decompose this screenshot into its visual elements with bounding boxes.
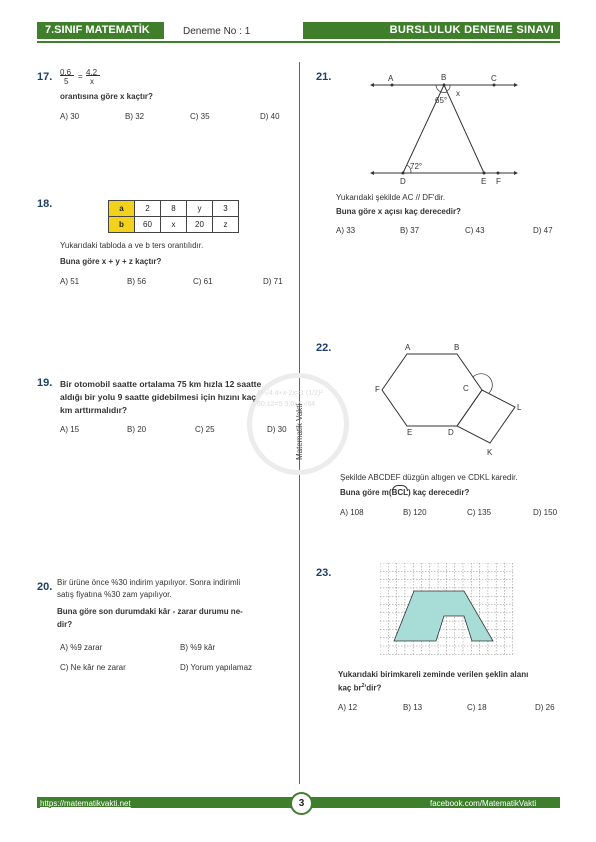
question-20-line1: Bir ürüne önce %30 indirim yapılıyor. Sonra indirimli <box>57 578 241 587</box>
q22-option-a[interactable]: A) 108 <box>340 508 364 517</box>
prompt-prefix: kaç br <box>338 683 362 693</box>
q17-option-c[interactable]: C) 35 <box>190 112 210 121</box>
exam-number: Deneme No : 1 <box>183 26 251 37</box>
prompt-prefix: Buna göre m( <box>340 488 392 497</box>
segment-be <box>444 85 484 173</box>
header-exam-title: BURSLULUK DENEME SINAVI <box>303 22 560 39</box>
q19-option-c[interactable]: C) 25 <box>195 425 215 434</box>
table-cell: z <box>213 217 239 233</box>
question-23-number: 23. <box>316 567 332 579</box>
table-cell: 2 <box>135 201 161 217</box>
fraction-bar <box>60 75 74 76</box>
watermark-brand-text: Matematik Vakti <box>295 403 304 460</box>
q23-option-a[interactable]: A) 12 <box>338 703 358 712</box>
exponent: 2 <box>361 683 365 689</box>
q21-option-d[interactable]: D) 47 <box>533 226 553 235</box>
q18-option-b[interactable]: B) 56 <box>127 277 147 286</box>
q18-option-c[interactable]: C) 61 <box>193 277 213 286</box>
fraction-bar <box>86 75 100 76</box>
q19-option-a[interactable]: A) 15 <box>60 425 80 434</box>
label-f: F <box>375 385 380 394</box>
q21-option-c[interactable]: C) 43 <box>465 226 485 235</box>
table-cell: 60 <box>135 217 161 233</box>
label-c: C <box>491 74 497 83</box>
q17-option-d[interactable]: D) 40 <box>260 112 280 121</box>
prompt-suffix: ) kaç derecedir? <box>408 488 470 497</box>
q19-option-d[interactable]: D) 30 <box>267 425 287 434</box>
label-angle-72: 72° <box>410 162 423 171</box>
label-e: E <box>407 428 413 437</box>
table-cell: y <box>187 201 213 217</box>
watermark-glyphs: 1³ √4 4+x-2x=1 (1/2)² 60:12=5 3,0x4 √64 <box>257 390 323 408</box>
point-e <box>483 172 486 175</box>
question-23-text: Yukarıdaki birimkareli zeminde verilen şeklin alanı <box>338 670 529 679</box>
square-cdkl <box>457 390 515 443</box>
q22-option-d[interactable]: D) 150 <box>533 508 558 517</box>
header-divider <box>37 41 560 43</box>
table-row <box>109 217 239 233</box>
label-angle-65: 65° <box>435 96 448 105</box>
q22-option-c[interactable]: C) 135 <box>467 508 492 517</box>
table-cell: 3 <box>213 201 239 217</box>
label-k: K <box>487 448 493 457</box>
q20-option-b[interactable]: B) %9 kâr <box>180 643 216 652</box>
prompt-suffix: 'dir? <box>364 683 382 693</box>
table-cell: 20 <box>187 217 213 233</box>
fraction-numerator: 0,6 <box>60 68 72 77</box>
question-22-figure <box>375 340 525 460</box>
q18-option-a[interactable]: A) 51 <box>60 277 80 286</box>
label-b: B <box>454 343 460 352</box>
question-20-line3: Buna göre son durumdaki kâr - zarar durumu ne- <box>57 607 243 616</box>
question-21-prompt: Buna göre x açısı kaç derecedir? <box>336 207 461 216</box>
arrow-right-icon <box>514 83 518 87</box>
label-l: L <box>517 403 522 412</box>
q19-option-b[interactable]: B) 20 <box>127 425 147 434</box>
label-a: A <box>405 343 411 352</box>
q18-option-d[interactable]: D) 71 <box>263 277 283 286</box>
fraction-denominator: x <box>90 77 94 86</box>
shaded-shape <box>394 591 493 641</box>
fraction-numerator: 4,2 <box>86 68 98 77</box>
question-21-figure <box>370 70 520 188</box>
q17-option-b[interactable]: B) 32 <box>125 112 145 121</box>
footer-website-link[interactable]: https://matematikvakti.net <box>40 799 131 808</box>
point-b <box>443 84 446 87</box>
q20-option-c[interactable]: C) Ne kâr ne zarar <box>60 663 126 672</box>
table-cell: a <box>109 201 135 217</box>
label-d: D <box>448 428 454 437</box>
arc-text: BCL <box>391 488 409 497</box>
table-cell: b <box>109 217 135 233</box>
arrow-left-icon <box>370 83 374 87</box>
q20-option-a[interactable]: A) %9 zarar <box>60 643 103 652</box>
label-e: E <box>481 177 487 186</box>
question-22-prompt <box>340 488 469 497</box>
header-subject-title: 7.SINIF MATEMATİK <box>37 22 164 39</box>
question-18-prompt: Buna göre x + y + z kaçtır? <box>60 257 162 266</box>
footer-facebook-link[interactable]: facebook.com/MatematikVakti <box>430 799 537 808</box>
question-20-line4: dir? <box>57 620 73 629</box>
q21-option-a[interactable]: A) 33 <box>336 226 356 235</box>
question-19-line3: km arttırmalıdır? <box>60 405 128 415</box>
point-c <box>493 84 496 87</box>
q23-option-d[interactable]: D) 26 <box>535 703 555 712</box>
table-cell: 8 <box>161 201 187 217</box>
arrow-right-icon <box>514 171 518 175</box>
table-cell: x <box>161 217 187 233</box>
question-17-number: 17. <box>37 71 53 83</box>
label-c: C <box>463 384 469 393</box>
label-a: A <box>388 74 394 83</box>
arrow-left-icon <box>370 171 374 175</box>
point-f <box>497 172 500 175</box>
question-20-number: 20. <box>37 581 53 593</box>
page-number: 3 <box>290 792 313 815</box>
q21-option-b[interactable]: B) 37 <box>400 226 420 235</box>
question-17-text: orantısına göre x kaçtır? <box>60 92 153 101</box>
question-18-text: Yukarıdaki tabloda a ve b ters orantılıdır. <box>60 241 204 250</box>
fraction-denominator: 5 <box>64 77 69 86</box>
question-21-number: 21. <box>316 71 332 83</box>
point-a <box>391 84 394 87</box>
equals-sign: = <box>78 72 83 81</box>
label-d: D <box>400 177 406 186</box>
point-d <box>402 172 405 175</box>
question-19-number: 19. <box>37 377 53 389</box>
arc-label <box>392 488 408 497</box>
question-18-number: 18. <box>37 198 53 210</box>
question-23-grid-figure <box>380 563 520 663</box>
q22-option-b[interactable]: B) 120 <box>403 508 427 517</box>
q17-option-a[interactable]: A) 30 <box>60 112 80 121</box>
question-22-number: 22. <box>316 342 332 354</box>
question-22-text: Şekilde ABCDEF düzgün altıgen ve CDKL karedir. <box>340 473 518 482</box>
question-18-table <box>108 200 239 233</box>
q20-option-d[interactable]: D) Yorum yapılamaz <box>180 663 253 672</box>
label-x: x <box>456 89 460 98</box>
question-20-line2: satış fiyatına %30 zam yapılıyor. <box>57 590 172 599</box>
question-23-prompt <box>338 683 381 693</box>
arc-mark-icon <box>392 485 408 491</box>
label-b: B <box>441 73 447 82</box>
question-19-line1: Bir otomobil saatte ortalama 75 km hızla 12 saatte <box>60 379 262 389</box>
question-21-text: Yukarıdaki şekilde AC // DF'dir. <box>336 193 446 202</box>
table-row <box>109 201 239 217</box>
label-f: F <box>496 177 501 186</box>
angle-x-arc <box>447 85 450 91</box>
question-19-line2: aldığı bir yolu 9 saatte gidebilmesi için hızını kaç <box>60 392 257 402</box>
q23-option-b[interactable]: B) 13 <box>403 703 423 712</box>
q23-option-c[interactable]: C) 18 <box>467 703 487 712</box>
